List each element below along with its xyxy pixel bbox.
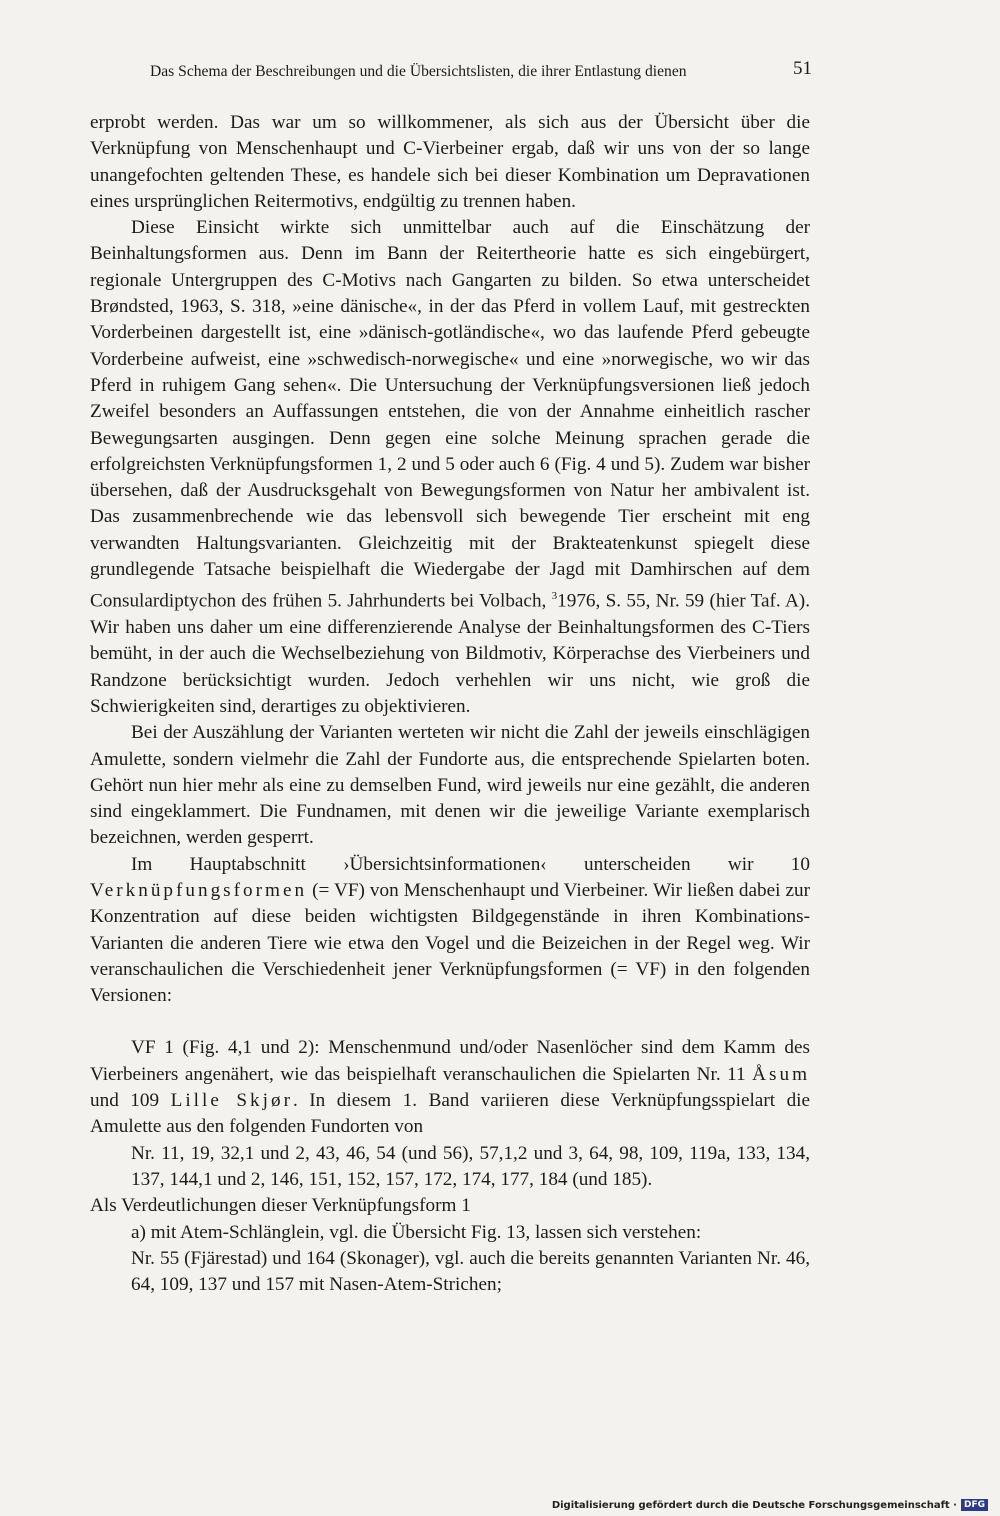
footer-text: Digitalisierung gefördert durch die Deutsche Forschungsgemeinschaft · xyxy=(551,1499,957,1511)
paragraph-5 xyxy=(90,1035,810,1140)
paragraph-9: Nr. 55 (Fjärestad) und 164 (Skonager), vgl. auch die bereits genannten Varianten Nr. 46, 64, 109, 137 und 157 mit Nasen-Atem-Strichen; xyxy=(131,1247,810,1296)
paragraph-2-text-a: Diese Einsicht wirkte sich unmittelbar auch auf die Einschätzung der Beinhaltungsformen aus. Denn im Bann der Reitertheorie hatte es sich eingebürgert, regionale Untergruppen des C-Motivs nach Gangarten zu bilden. So etwa unterscheidet Brøndsted, 1963, S. 318, »eine dänische«, in der das Pferd in vollem Lauf, mit gestreckten Vorderbeinen dargestellt ist, eine »dänisch-gotländische«, wo das laufende Pferd gebeugte Vorderbeine aufweist, eine »schwedisch-norwegische« und eine »norwegische, wo wir das Pferd in ruhigem Gang sehen«. Die Untersuchung der Verknüpfungsversionen ließ jedoch Zweifel besonders an Auffassungen entstehen, die von der Annahme einheitlich rascher Bewegungsarten ausgingen. Denn gegen eine solche Meinung sprachen gerade die erfolgreichsten Verknüpfungsformen 1, 2 und 5 oder auch 6 (Fig. 4 und 5). Zudem war bisher übersehen, daß der Ausdrucksgehalt von Bewegungsformen von Natur her ambivalent ist. Das zusammenbrechende wie das lebensvoll sich bewegende Tier erscheint mit eng verwandten Haltungsvarianten. Gleichzeitig mit der Brakteatenkunst spiegelt diese grundlegende Tatsache beispielhaft die Wiedergabe der Jagd mit Damhirschen auf dem Consulardiptychon des frühen 5. Jahrhunderts bei Volbach, xyxy=(90,217,810,612)
paragraph-4 xyxy=(90,852,810,1010)
paragraph-1: erprobt werden. Das war um so willkommener, als sich aus der Übersicht über die Verknüpfung von Menschenhaupt und C-Vierbeiner ergab, daß wir uns von der so lange unangefochten geltenden These, es handele sich bei dieser Kombination um Depravationen eines ursprünglichen Reitermotivs, endgültig zu trennen haben. xyxy=(90,112,810,212)
paragraph-5-text-mid: und 109 xyxy=(90,1090,171,1112)
find-name-asum: Åsum xyxy=(752,1063,810,1085)
paragraph-3: Bei der Auszählung der Varianten werteten wir nicht die Zahl der jeweils einschlägigen Amulette, sondern vielmehr die Zahl der Fundorte aus, die entsprechende Spielarten boten. Gehört nun hier mehr als eine zu demselben Fund, wird jeweils nur eine gezählt, die anderen sind eingeklammert. Die Fundnamen, mit denen wir die jeweilige Variante exemplarisch bezeichnen, werden gesperrt. xyxy=(90,722,810,849)
paragraph-4-text-a: Im Hauptabschnitt ›Übersichtsinformationen‹ unterscheiden wir 10 xyxy=(131,853,810,875)
paragraph-4-text-b: (= VF) von Menschenhaupt und Vierbeiner. Wir ließen dabei zur Konzentration auf diese beiden wichtigsten Bildgegenstände in ihren Kombinations-Varianten die anderen Tiere wie etwa den Vogel und die Beizeichen in der Regel weg. Wir veranschaulichen die Verschiedenheit jener Verknüpfungsformen (= VF) in den folgenden Versionen: xyxy=(90,880,810,1007)
edition-superscript: 3 xyxy=(551,590,558,603)
paragraph-8: a) mit Atem-Schlänglein, vgl. die Übersicht Fig. 13, lassen sich verstehen: xyxy=(131,1221,702,1243)
dfg-logo: DFG xyxy=(961,1499,988,1511)
page-number: 51 xyxy=(793,58,812,79)
paragraph-2-text-b: 1976, S. 55, Nr. 59 (hier Taf. A). Wir haben uns daher um eine differenzierende Analyse der Beinhaltungsformen des C-Tiers bemüht, in der auch die Wechselbeziehung von Bildmotiv, Körperachse des Vierbeiners und Randzone berücksichtigt wurden. Jedoch verhehlen wir uns nicht, wie groß die Schwierigkeiten sind, derartiges zu objektivieren. xyxy=(90,590,810,717)
running-title: Das Schema der Beschreibungen und die Übersichtslisten, die ihrer Entlastung dienen xyxy=(150,63,687,80)
body-text xyxy=(90,110,810,1298)
paragraph-5-text-a: VF 1 (Fig. 4,1 und 2): Menschenmund und/oder Nasenlöcher sind dem Kamm des Vierbeiners angenähert, wie das beispielhaft veranschaulichen die Spielarten Nr. 11 xyxy=(90,1037,810,1085)
spaced-term: Verknüpfungsformen xyxy=(90,880,308,901)
digitization-footer xyxy=(552,1499,988,1511)
paragraph-5-text-b: . In diesem 1. Band variieren diese Verknüpfungsspielart die Amulette aus den folgenden Fundorten von xyxy=(90,1090,811,1138)
paragraph-2 xyxy=(90,215,810,720)
section-gap xyxy=(90,1009,810,1035)
paragraph-7: Als Verdeutlichungen dieser Verknüpfungsform 1 xyxy=(90,1195,471,1217)
find-number-list: Nr. 11, 19, 32,1 und 2, 43, 46, 54 (und 56), 57,1,2 und 3, 64, 98, 109, 119a, 133, 134, 137, 144,1 und 2, 146, 151, 152, 157, 172, 174, 177, 184 (und 185). xyxy=(131,1142,810,1190)
find-name-lille-skjor: Lille Skjør xyxy=(170,1090,293,1112)
